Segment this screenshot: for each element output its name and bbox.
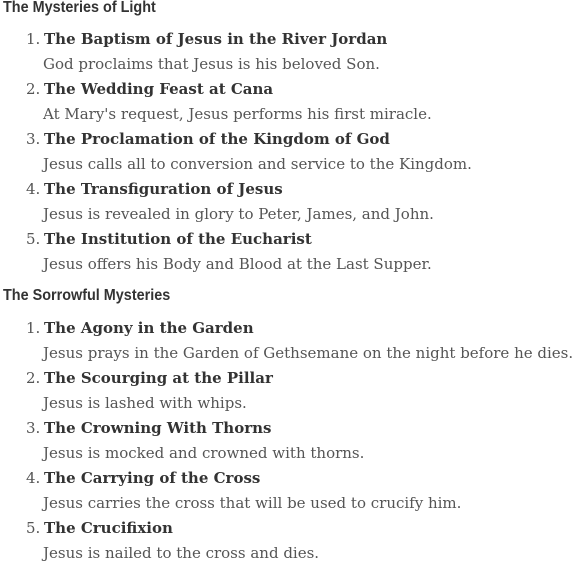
mystery-name: The Transfiguration of Jesus [44, 180, 283, 198]
item-number: 3. [26, 130, 41, 148]
mystery-description: God proclaims that Jesus is his beloved Son. [43, 55, 380, 73]
list-item [0, 228, 587, 278]
item-number: 5. [26, 230, 41, 248]
list-item [0, 517, 587, 567]
item-number: 3. [26, 419, 41, 437]
item-number: 2. [26, 80, 41, 98]
item-number: 4. [26, 180, 41, 198]
mystery-name: The Institution of the Eucharist [44, 230, 312, 248]
mystery-name: The Baptism of Jesus in the River Jordan [44, 30, 388, 48]
mystery-name: The Carrying of the Cross [44, 469, 261, 487]
list-item [0, 367, 587, 417]
mystery-description: Jesus is nailed to the cross and dies. [43, 544, 320, 562]
mystery-description: Jesus carries the cross that will be used to crucify him. [43, 494, 462, 512]
mystery-name: The Crowning With Thorns [44, 419, 272, 437]
item-number: 1. [26, 319, 41, 337]
mystery-description: Jesus is lashed with whips. [43, 394, 247, 412]
list-item [0, 28, 587, 78]
mystery-name: The Proclamation of the Kingdom of God [44, 130, 390, 148]
mystery-description: Jesus prays in the Garden of Gethsemane on the night before he dies. [43, 344, 574, 362]
section-title-sorrowful-mysteries: The Sorrowful Mysteries [3, 287, 171, 304]
item-number: 5. [26, 519, 41, 537]
mystery-name: The Agony in the Garden [44, 319, 254, 337]
mystery-description: Jesus calls all to conversion and service to the Kingdom. [43, 155, 472, 173]
item-number: 4. [26, 469, 41, 487]
list-item [0, 78, 587, 128]
list-item [0, 128, 587, 178]
mystery-description: Jesus is mocked and crowned with thorns. [43, 444, 365, 462]
mystery-description: At Mary's request, Jesus performs his first miracle. [43, 105, 432, 123]
list-item [0, 178, 587, 228]
mystery-name: The Crucifixion [44, 519, 173, 537]
item-number: 2. [26, 369, 41, 387]
mystery-description: Jesus offers his Body and Blood at the Last Supper. [43, 255, 432, 273]
item-number: 1. [26, 30, 41, 48]
section-title-mysteries-of-light: The Mysteries of Light [3, 0, 156, 16]
mystery-description: Jesus is revealed in glory to Peter, James, and John. [43, 205, 434, 223]
mystery-name: The Wedding Feast at Cana [44, 80, 274, 98]
list-item [0, 467, 587, 517]
list-item [0, 417, 587, 467]
list-item [0, 317, 587, 367]
mystery-name: The Scourging at the Pillar [44, 369, 273, 387]
